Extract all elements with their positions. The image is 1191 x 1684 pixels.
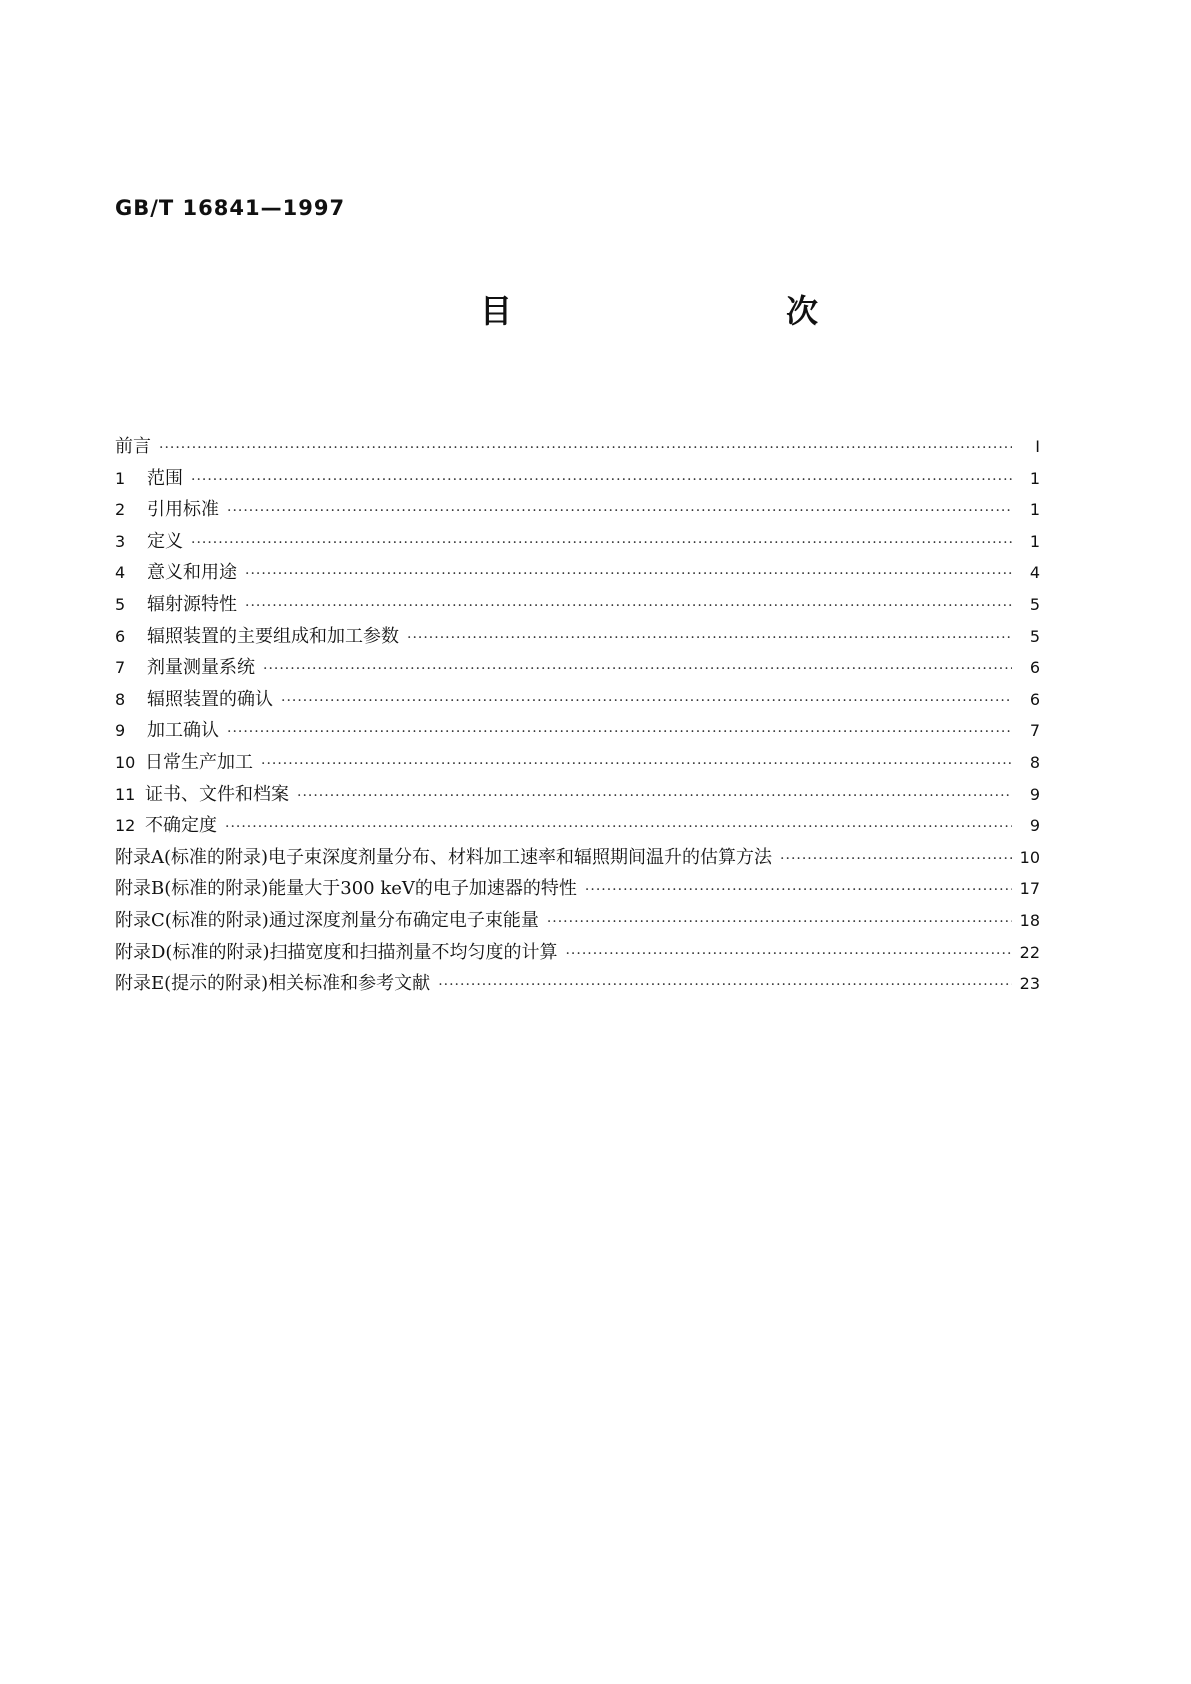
toc-entry-label: 不确定度 [145,815,217,837]
toc-page-number: 1 [1029,500,1040,520]
toc-entry-label: 意义和用途 [147,562,237,584]
toc-page-number: 18 [1019,910,1040,930]
toc-entry[interactable] [115,558,1040,590]
toc-entry-label: 证书、文件和档案 [145,783,289,805]
toc-entry[interactable] [115,622,1040,654]
toc-entry-label: 剂量测量系统 [147,657,255,679]
toc-section-number: 9 [115,721,126,741]
toc-leader-dots [191,472,1012,488]
toc-leader-dots [159,440,1012,456]
toc-page-number: 23 [1019,974,1040,994]
toc-section-number: 10 [115,752,136,772]
toc-page-number: 1 [1029,468,1040,488]
toc-section-number: 4 [115,563,126,583]
toc-page-number: 8 [1029,752,1040,772]
toc-leader-dots [407,630,1012,646]
toc-entry[interactable] [115,527,1040,559]
toc-entry-label: 引用标准 [147,499,219,521]
toc-entry-label: 日常生产加工 [145,751,253,773]
toc-leader-dots [585,882,1012,898]
toc-leader-dots [245,566,1012,582]
toc-entry-label: 定义 [147,530,183,552]
toc-appendix-entry[interactable] [115,906,1040,938]
standard-code: GB/T 16841—1997 [115,196,346,220]
table-of-contents [115,432,1040,1001]
toc-page-number: 9 [1029,784,1040,804]
toc-entry-label: 辐照装置的确认 [147,688,273,710]
toc-page-number: 5 [1029,626,1040,646]
toc-entry[interactable] [115,464,1040,496]
toc-appendix-entry[interactable] [115,874,1040,906]
toc-section-number: 5 [115,594,126,614]
toc-entry[interactable] [115,685,1040,717]
toc-entry-label: 范围 [147,467,183,489]
toc-entry[interactable] [115,495,1040,527]
toc-page-number: 6 [1029,689,1040,709]
toc-section-number: 2 [115,500,126,520]
toc-leader-dots [191,535,1012,551]
toc-entry[interactable] [115,653,1040,685]
toc-entry-label: 能量大于300 keV的电子加速器的特性 [268,878,577,900]
toc-entry[interactable] [115,748,1040,780]
toc-page-number: 5 [1029,594,1040,614]
toc-entry[interactable] [115,780,1040,812]
toc-entry-label: 电子束深度剂量分布、材料加工速率和辐照期间温升的估算方法 [268,846,773,868]
toc-leader-dots [225,819,1012,835]
toc-appendix-prefix: 附录C(标准的附录) [115,909,269,931]
toc-section-number: 1 [115,468,126,488]
toc-entry-label: 扫描宽度和扫描剂量不均匀度的计算 [269,941,558,963]
toc-section-number: 11 [115,784,136,804]
toc-page-number: 1 [1029,531,1040,551]
toc-leader-dots [547,914,1012,930]
toc-page-number: 9 [1029,816,1040,836]
toc-entry-label: 前言 [115,436,151,457]
toc-leader-dots [245,598,1012,614]
toc-page-number: 10 [1019,847,1040,867]
toc-entry-label: 通过深度剂量分布确定电子束能量 [268,909,539,931]
toc-appendix-prefix: 附录A(标准的附录) [115,846,269,868]
toc-entry[interactable] [115,811,1040,843]
toc-leader-dots [438,977,1012,993]
toc-entry[interactable] [115,432,1040,464]
toc-page-number: I [1035,437,1040,456]
toc-page-number: 4 [1029,563,1040,583]
toc-entry[interactable] [115,590,1040,622]
toc-leader-dots [565,946,1012,962]
toc-leader-dots [263,661,1012,677]
toc-page-number: 22 [1019,942,1040,962]
toc-appendix-prefix: 附录B(标准的附录) [115,878,269,900]
toc-entry[interactable] [115,716,1040,748]
toc-leader-dots [227,503,1012,519]
toc-entry-label: 辐射源特性 [147,593,237,615]
toc-leader-dots [297,788,1012,804]
toc-appendix-prefix: 附录E(提示的附录) [115,973,269,995]
toc-entry-label: 辐照装置的主要组成和加工参数 [147,625,399,647]
toc-appendix-prefix: 附录D(标准的附录) [115,941,270,963]
toc-page-number: 7 [1029,721,1040,741]
toc-page-number: 17 [1019,879,1040,899]
toc-appendix-entry[interactable] [115,843,1040,875]
toc-section-number: 6 [115,626,126,646]
toc-page-number: 6 [1029,658,1040,678]
toc-section-number: 12 [115,816,136,836]
toc-leader-dots [261,756,1012,772]
toc-appendix-entry[interactable] [115,969,1040,1001]
toc-entry-label: 相关标准和参考文献 [268,973,431,995]
toc-entry-label: 加工确认 [147,720,219,742]
toc-leader-dots [281,693,1012,709]
toc-section-number: 3 [115,531,126,551]
page-title: 目 次 [480,292,889,330]
toc-section-number: 7 [115,658,126,678]
toc-appendix-entry[interactable] [115,938,1040,970]
toc-leader-dots [227,724,1012,740]
toc-leader-dots [780,851,1012,867]
toc-section-number: 8 [115,689,126,709]
